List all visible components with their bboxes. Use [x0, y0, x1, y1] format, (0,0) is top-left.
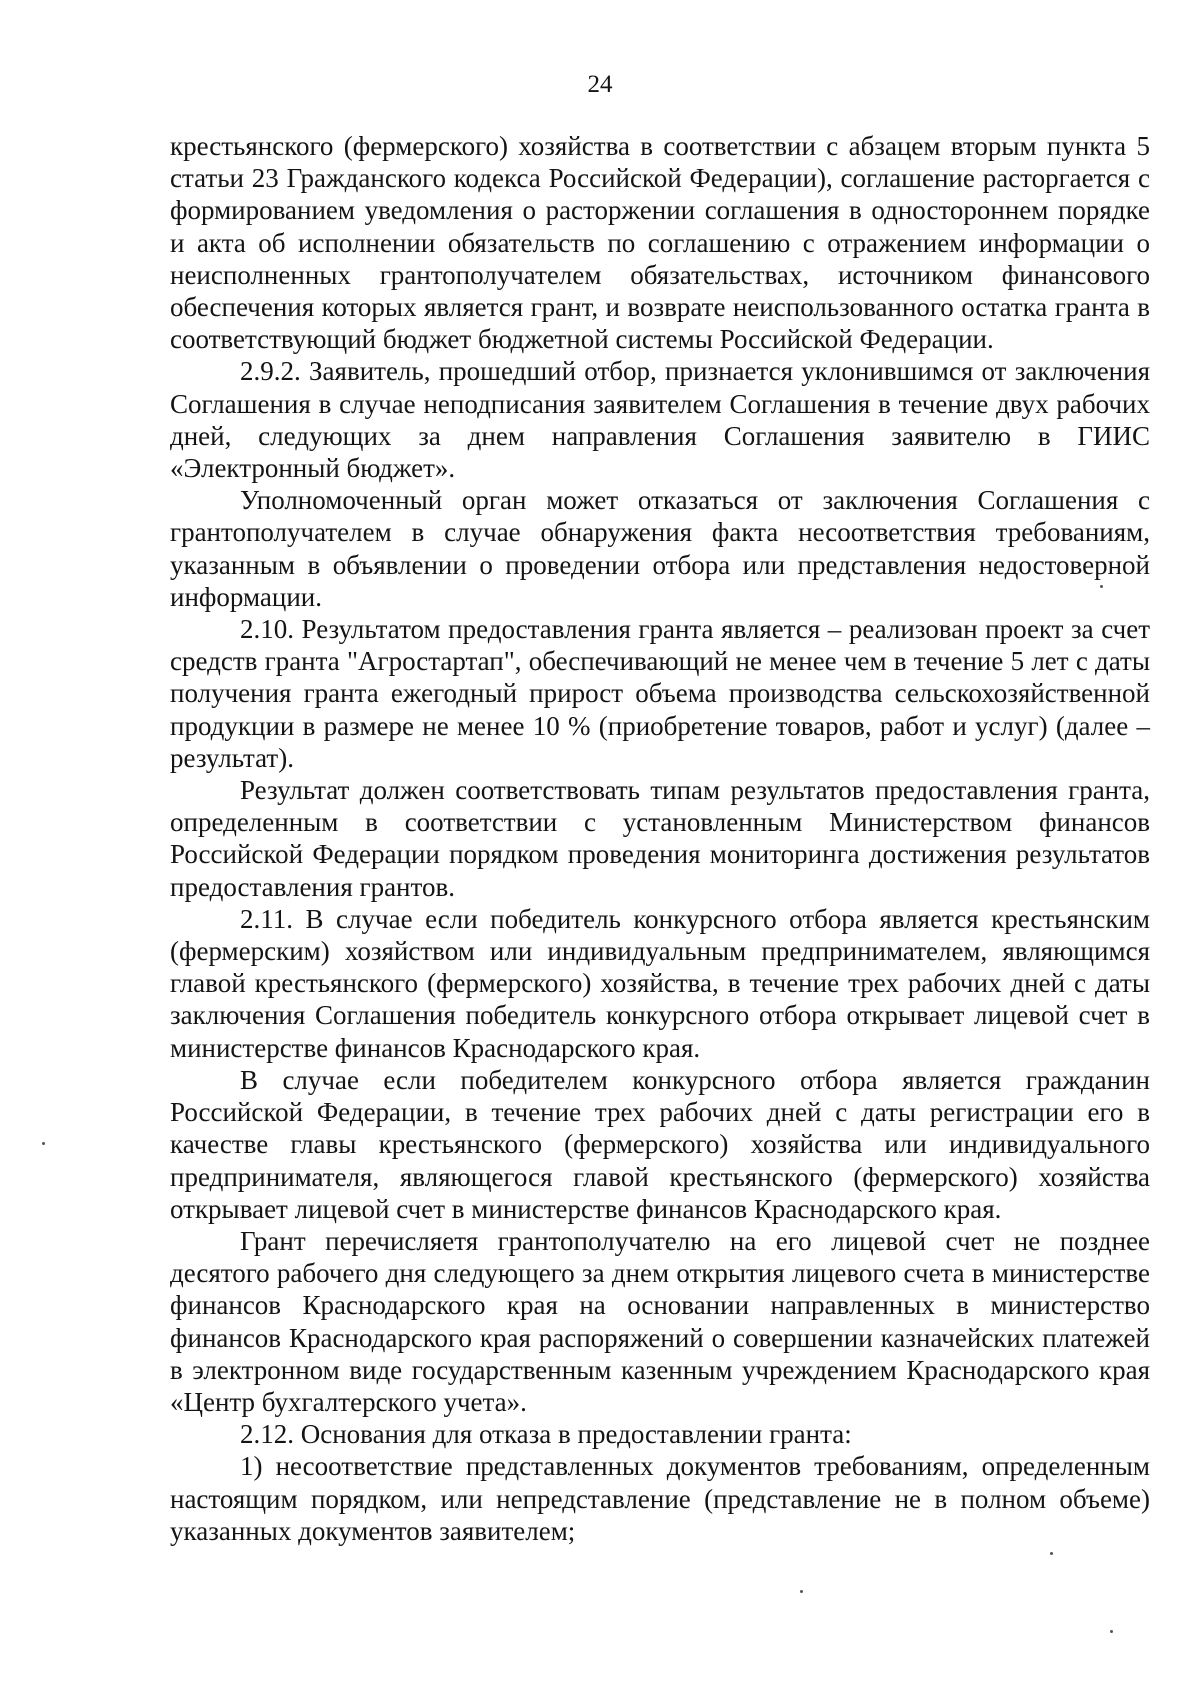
- paragraph-refusal-agreement: Уполномоченный орган может отказаться от заключения Соглашения с грантополучателем в случае обнаружения факта несоответствия требованиям, указанным в объявлении о проведении отбора или представления недостоверной информации.: [170, 485, 1150, 612]
- paragraph-2-12: 2.12. Основания для отказа в предоставлении гранта:: [240, 1419, 852, 1450]
- paragraph-citizen-winner: В случае если победителем конкурсного отбора является гражданин Российской Федерации, в течение трех рабочих дней с даты регистрации его в качестве главы крестьянского (фермерского) хозяйства или индивидуального предпринимателя, являющегося главой крестьянского (фермерского) хозяйства открывает лицевой счет в министерстве финансов Краснодарского края.: [170, 1064, 1150, 1224]
- document-body: [170, 130, 1150, 1547]
- paragraph-2-9-2: 2.9.2. Заявитель, прошедший отбор, признается уклонившимся от заключения Соглашения в случае неподписания заявителем Соглашения в течение двух рабочих дней, следующих за днем направления Соглашения заявителю в ГИИС «Электронный бюджет».: [170, 356, 1150, 484]
- scan-speck: [1110, 1630, 1113, 1633]
- scan-speck: [42, 1142, 45, 1145]
- paragraph-grant-transfer: Грант перечисляетя грантополучателю на его лицевой счет не позднее десятого рабочего дня следующего за днем открытия лицевого счета в министерстве финансов Краснодарского края на основании направленных в министерство финансов Краснодарского края распоряжений о совершении казначейских платежей в электронном виде государственным казенным учреждением Краснодарского края «Центр бухгалтерского учета».: [170, 1225, 1150, 1417]
- scan-speck: [1050, 1552, 1053, 1555]
- paragraph-continuation: крестьянского (фермерского) хозяйства в соответствии с абзацем вторым пункта 5 статьи 23 Гражданского кодекса Российской Федерации), соглашение расторгается с формированием уведомления о расторжении соглашения в одностороннем порядке и акта об исполнении обязательств по соглашению с отражением информации о неисполненных грантополучателем обязательствах, источником финансового обеспечения которых является грант, и возврате неиспользованного остатка гранта в соответствующий бюджет бюджетной системы Российской Федерации.: [170, 131, 1150, 355]
- paragraph-result-types: Результат должен соответствовать типам результатов предоставления гранта, определенным в соответствии с установленным Министерством финансов Российской Федерации порядком проведения мониторинга достижения результатов предоставления грантов.: [170, 775, 1150, 902]
- paragraph-2-10: 2.10. Результатом предоставления гранта является – реализован проект за счет средств гранта "Агростартап", обеспечивающий не менее чем в течение 5 лет с даты получения гранта ежегодный прирост объема производства сельскохозяйственной продукции в размере не менее 10 % (приобретение товаров, работ и услуг) (далее – результат).: [170, 614, 1150, 773]
- scan-speck: [800, 1590, 803, 1593]
- scan-speck: [1100, 585, 1103, 588]
- list-item-1: 1) несоответствие представленных документов требованиям, определенным настоящим порядком, или непредставление (представление не в полном объеме) указанных документов заявителем;: [170, 1451, 1150, 1546]
- paragraph-2-11: 2.11. В случае если победитель конкурсного отбора является крестьянским (фермерским) хозяйством или индивидуальным предпринимателем, являющимся главой крестьянского (фермерского) хозяйства, в течение трех рабочих дней с даты заключения Соглашения победитель конкурсного отбора открывает лицевой счет в министерстве финансов Краснодарского края.: [170, 903, 1150, 1063]
- page-number: 24: [587, 71, 613, 98]
